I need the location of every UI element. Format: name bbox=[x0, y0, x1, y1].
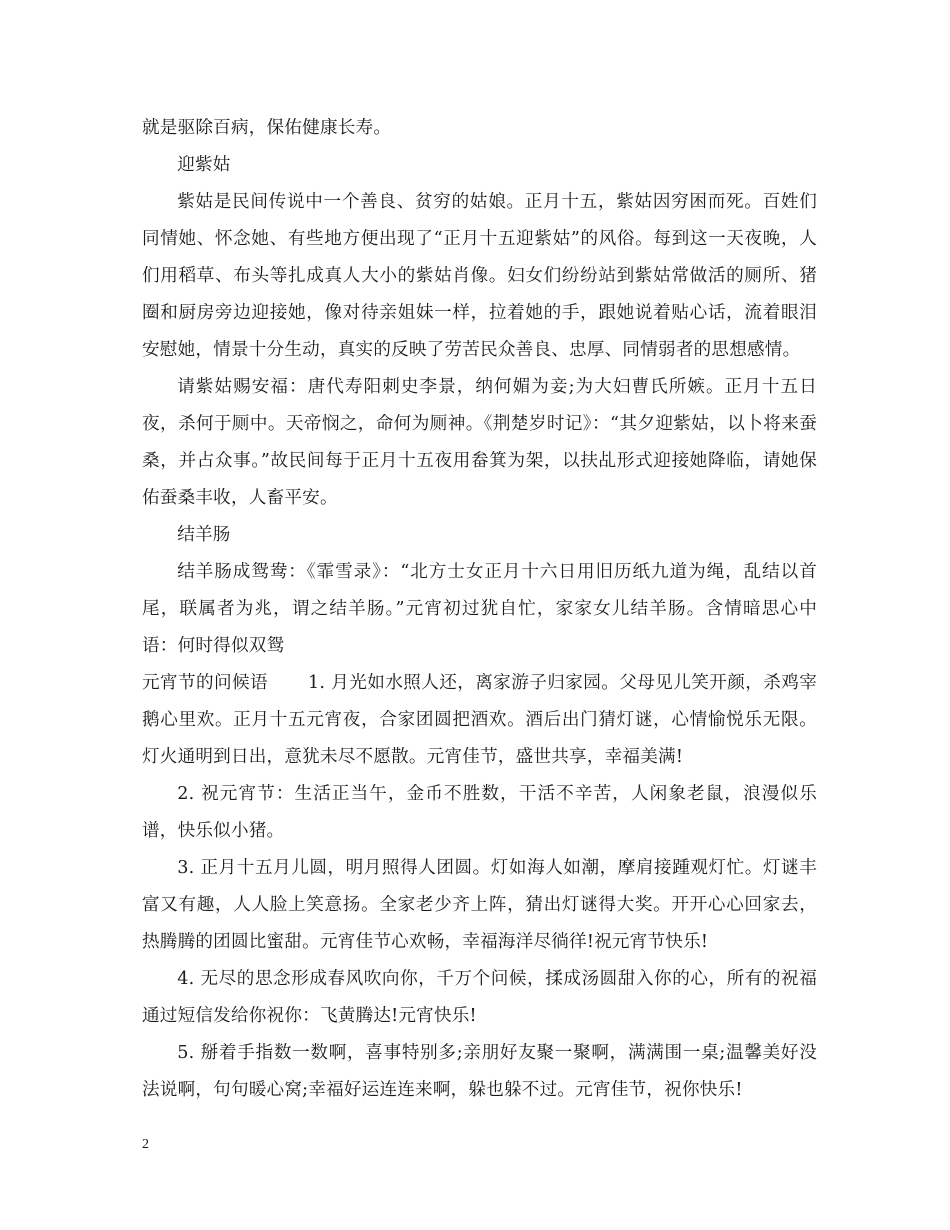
paragraph-greetings-2: 2. 祝元宵节：生活正当午，金币不胜数，干活不辛苦，人闲象老鼠，浪漫似乐谱，快乐似小猪。 bbox=[142, 784, 817, 841]
greetings-heading: 元宵节的问候语 bbox=[142, 673, 269, 693]
paragraph-greetings-4: 4. 无尽的思念形成春风吹向你，千万个问候，揉成汤圆甜入你的心，所有的祝福通过短信发给你祝你：飞黄腾达!元宵快乐! bbox=[142, 969, 817, 1026]
section-heading-jie-yangchang: 结羊肠 bbox=[177, 525, 231, 545]
paragraph-qing-zigu: 请紫姑赐安福：唐代寿阳刺史李景，纳何媚为妾;为大妇曹氏所嫉。正月十五日夜，杀何于厕中。天帝悯之，命何为厕神。《荆楚岁时记》：“其夕迎紫姑，以卜将来蚕桑，并占众事。”故民间每于正月十五夜用畚箕为架，以扶乩形式迎接她降临，请她保佑蚕桑丰收，人畜平安。 bbox=[142, 377, 817, 508]
document-body bbox=[142, 110, 817, 1109]
paragraph-greetings-1 bbox=[142, 665, 817, 776]
greeting-1-text: 1. 月光如水照人还，离家游子归家园。父母见儿笑开颜，杀鸡宰鹅心里欢。正月十五元宵夜，合家团圆把酒欢。酒后出门猜灯谜，心情愉悦乐无限。灯火通明到日出，意犹未尽不愿散。元宵佳节，盛世共享，幸福美满! bbox=[142, 673, 817, 767]
paragraph-continuation: 就是驱除百病，保佑健康长寿。 bbox=[142, 118, 392, 138]
page-number: 2 bbox=[142, 1137, 149, 1152]
section-heading-ying-zigu: 迎紫姑 bbox=[177, 155, 231, 175]
paragraph-greetings-5: 5. 掰着手指数一数啊，喜事特别多;亲朋好友聚一聚啊，满满围一桌;温馨美好没法说啊，句句暖心窝;幸福好运连连来啊，躲也躲不过。元宵佳节，祝你快乐! bbox=[142, 1043, 817, 1100]
paragraph-zigu-legend: 紫姑是民间传说中一个善良、贫穷的姑娘。正月十五，紫姑因穷困而死。百姓们同情她、怀念她、有些地方便出现了“正月十五迎紫姑”的风俗。每到这一天夜晚，人们用稻草、布头等扎成真人大小的紫姑肖像。妇女们纷纷站到紫姑常做活的厕所、猪圈和厨房旁边迎接她，像对待亲姐妹一样，拉着她的手，跟她说着贴心话，流着眼泪安慰她，情景十分生动，真实的反映了劳苦民众善良、忠厚、同情弱者的思想感情。 bbox=[142, 192, 817, 360]
paragraph-greetings-3: 3. 正月十五月儿圆，明月照得人团圆。灯如海人如潮，摩肩接踵观灯忙。灯谜丰富又有趣，人人脸上笑意扬。全家老少齐上阵，猜出灯谜得大奖。开开心心回家去，热腾腾的团圆比蜜甜。元宵佳节心欢畅，幸福海洋尽徜徉!祝元宵节快乐! bbox=[142, 858, 817, 952]
paragraph-jie-yangchang: 结羊肠成鸳鸯：《霏雪录》：“北方士女正月十六日用旧历纸九道为绳，乱结以首尾，联属者为兆，谓之结羊肠。”元宵初过犹自忙，家家女儿结羊肠。含情暗思心中语：何时得似双鸳 bbox=[142, 562, 817, 656]
